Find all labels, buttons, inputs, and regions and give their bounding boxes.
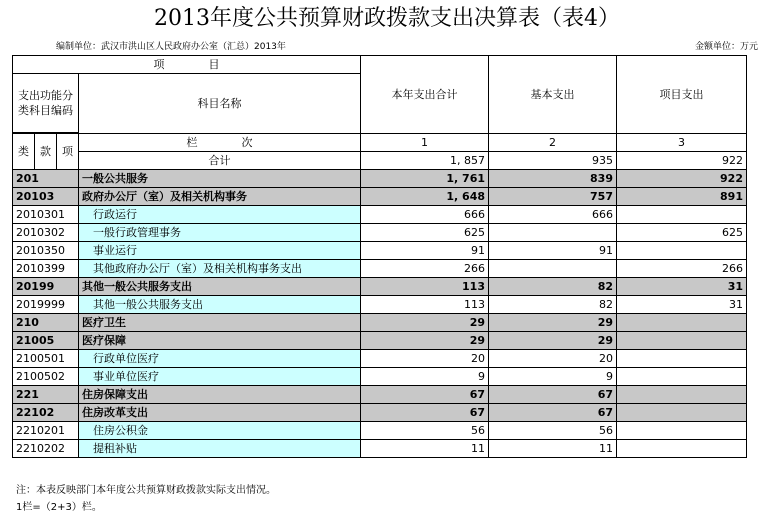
row-col2: 29	[489, 314, 617, 332]
row-col3: 922	[617, 170, 747, 188]
row-code: 20103	[13, 188, 79, 206]
reporting-unit: 编制单位：武汉市洪山区人民政府办公室（汇总）2013年	[56, 42, 286, 52]
table-row	[13, 188, 747, 206]
row-name: 行政运行	[79, 206, 361, 224]
row-col2	[489, 224, 617, 242]
row-col3	[617, 206, 747, 224]
row-name: 其他政府办公厅（室）及相关机构事务支出	[79, 260, 361, 278]
expenditure-table	[12, 55, 747, 458]
row-col2: 11	[489, 440, 617, 458]
row-name: 其他一般公共服务支出	[79, 278, 361, 296]
col2-header: 基本支出	[489, 56, 617, 134]
lan-header: 栏 次	[79, 134, 361, 152]
kuan-header: 款	[35, 134, 57, 170]
col3-header: 项目支出	[617, 56, 747, 134]
row-code: 2010302	[13, 224, 79, 242]
footnote-2: 1栏=（2+3）栏。	[16, 502, 102, 513]
row-col1: 113	[361, 296, 489, 314]
total-label: 合计	[79, 152, 361, 170]
row-col3: 31	[617, 296, 747, 314]
row-col2: 56	[489, 422, 617, 440]
row-code: 2100501	[13, 350, 79, 368]
page-title: 2013年度公共预算财政拨款支出决算表（表4）	[154, 6, 620, 31]
table-row	[13, 386, 747, 404]
row-col3: 625	[617, 224, 747, 242]
row-col1: 56	[361, 422, 489, 440]
row-code: 221	[13, 386, 79, 404]
row-name: 提租补贴	[79, 440, 361, 458]
row-name: 住房保障支出	[79, 386, 361, 404]
row-name: 医疗保障	[79, 332, 361, 350]
row-col3	[617, 332, 747, 350]
table-row	[13, 404, 747, 422]
total-row	[13, 152, 747, 170]
row-col1: 1, 761	[361, 170, 489, 188]
row-col2	[489, 260, 617, 278]
row-col3	[617, 404, 747, 422]
header-row-items	[13, 56, 747, 74]
lei-header: 类	[13, 134, 35, 170]
table-row	[13, 224, 747, 242]
table-row	[13, 170, 747, 188]
row-col2: 91	[489, 242, 617, 260]
table-row	[13, 206, 747, 224]
row-name: 住房改革支出	[79, 404, 361, 422]
row-col2: 82	[489, 296, 617, 314]
header-row-lan	[13, 134, 747, 152]
footnote-1: 注：本表反映部门本年度公共预算财政拨款实际支出情况。	[16, 485, 276, 496]
row-col2: 67	[489, 386, 617, 404]
row-col3	[617, 368, 747, 386]
table-row	[13, 332, 747, 350]
row-code: 201	[13, 170, 79, 188]
row-col1: 29	[361, 332, 489, 350]
row-name: 其他一般公共服务支出	[79, 296, 361, 314]
table-row	[13, 314, 747, 332]
row-name: 住房公积金	[79, 422, 361, 440]
row-code: 2019999	[13, 296, 79, 314]
row-col3	[617, 350, 747, 368]
row-name: 事业单位医疗	[79, 368, 361, 386]
row-name: 事业运行	[79, 242, 361, 260]
total-col3: 922	[617, 152, 747, 170]
row-col1: 1, 648	[361, 188, 489, 206]
table-row	[13, 422, 747, 440]
table-row	[13, 296, 747, 314]
table-row	[13, 278, 747, 296]
row-name: 行政单位医疗	[79, 350, 361, 368]
row-code: 20199	[13, 278, 79, 296]
row-code: 2210202	[13, 440, 79, 458]
row-name: 一般行政管理事务	[79, 224, 361, 242]
row-col3	[617, 440, 747, 458]
row-name: 政府办公厅（室）及相关机构事务	[79, 188, 361, 206]
row-col1: 29	[361, 314, 489, 332]
total-col2: 935	[489, 152, 617, 170]
row-col2: 839	[489, 170, 617, 188]
row-code: 2100502	[13, 368, 79, 386]
col1-number: 1	[361, 134, 489, 152]
row-col1: 67	[361, 386, 489, 404]
row-col1: 266	[361, 260, 489, 278]
row-name: 一般公共服务	[79, 170, 361, 188]
table-row	[13, 368, 747, 386]
row-col1: 625	[361, 224, 489, 242]
row-col2: 29	[489, 332, 617, 350]
row-code: 21005	[13, 332, 79, 350]
row-col1: 113	[361, 278, 489, 296]
table-row	[13, 260, 747, 278]
row-col2: 757	[489, 188, 617, 206]
row-col2: 666	[489, 206, 617, 224]
row-code: 210	[13, 314, 79, 332]
row-code: 22102	[13, 404, 79, 422]
amount-unit: 金额单位：万元	[694, 42, 758, 52]
col1-header: 本年支出合计	[361, 56, 489, 134]
total-col1: 1, 857	[361, 152, 489, 170]
row-col3: 31	[617, 278, 747, 296]
row-col3	[617, 386, 747, 404]
row-col3: 266	[617, 260, 747, 278]
table-row	[13, 440, 747, 458]
row-col2: 9	[489, 368, 617, 386]
row-col3	[617, 242, 747, 260]
col3-number: 3	[617, 134, 747, 152]
footnotes	[16, 482, 276, 516]
row-code: 2010301	[13, 206, 79, 224]
row-code: 2010350	[13, 242, 79, 260]
row-code: 2010399	[13, 260, 79, 278]
row-col1: 20	[361, 350, 489, 368]
row-col1: 11	[361, 440, 489, 458]
item-group-header: 项 目	[13, 56, 361, 74]
table-row	[13, 350, 747, 368]
row-col2: 67	[489, 404, 617, 422]
row-col1: 91	[361, 242, 489, 260]
row-col2: 20	[489, 350, 617, 368]
row-code: 2210201	[13, 422, 79, 440]
name-header: 科目名称	[79, 74, 361, 134]
row-col3	[617, 422, 747, 440]
row-col1: 666	[361, 206, 489, 224]
row-col2: 82	[489, 278, 617, 296]
row-name: 医疗卫生	[79, 314, 361, 332]
table-row	[13, 242, 747, 260]
row-col3: 891	[617, 188, 747, 206]
xiang-header: 项	[57, 134, 79, 170]
col2-number: 2	[489, 134, 617, 152]
row-col3	[617, 314, 747, 332]
row-col1: 67	[361, 404, 489, 422]
code-group-header: 支出功能分类科目编码	[13, 74, 79, 133]
row-col1: 9	[361, 368, 489, 386]
